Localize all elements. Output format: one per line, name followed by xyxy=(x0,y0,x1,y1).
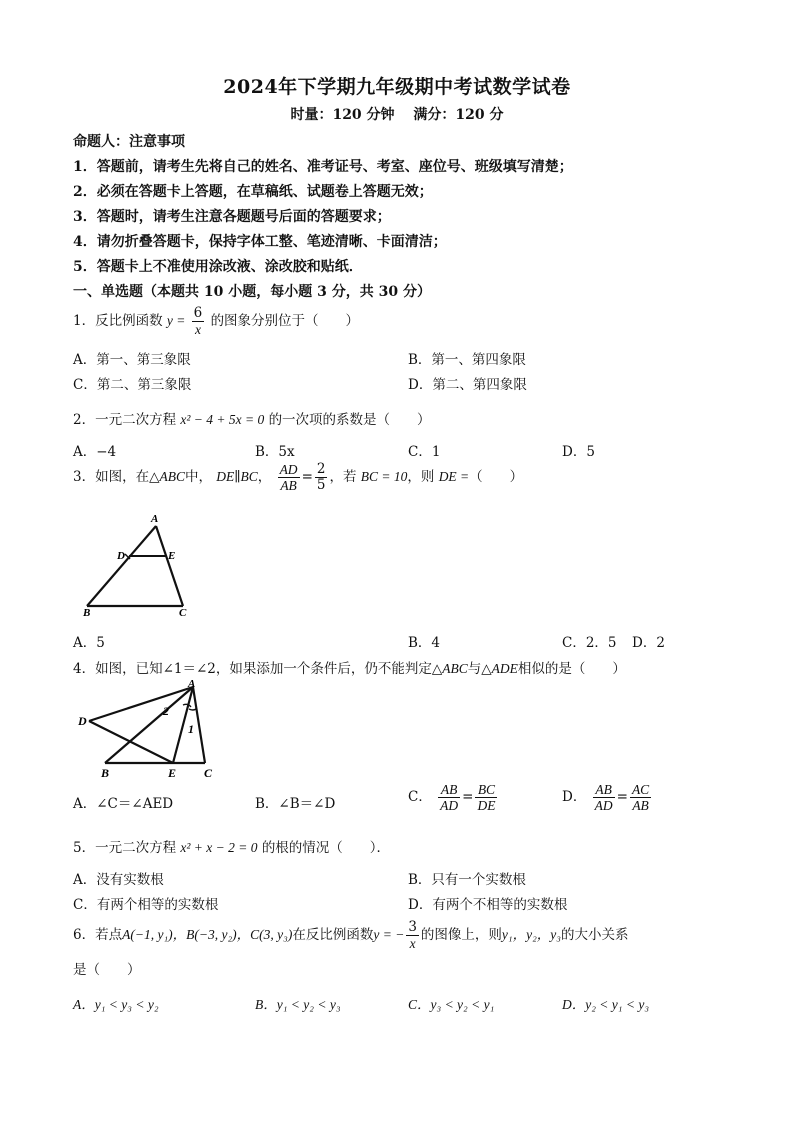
q6-option-d[interactable]: D．y₂ < y₁ < y₃ xyxy=(562,997,650,1012)
q6-denominator: x xyxy=(409,936,416,951)
q6-post: 的图像上，则 xyxy=(420,927,502,943)
q6-option-a[interactable]: A．y₁ < y₃ < y₂ xyxy=(73,997,159,1012)
q3-side-ac xyxy=(156,526,183,606)
q4-triangle-2: ADE xyxy=(491,661,518,676)
q3-value-fraction xyxy=(315,462,328,493)
q4-option-c-frac-2 xyxy=(475,782,497,813)
question-4 xyxy=(73,657,626,677)
q4-option-d[interactable]: D． $\frac{AB}{AD}$ = $\frac{AC}{AB}$ xyxy=(562,782,650,813)
q3-then: ，则 xyxy=(407,469,435,485)
q3-triangle: ABC xyxy=(159,469,185,484)
question-6 xyxy=(73,920,628,951)
q3-option-b[interactable]: B．4 xyxy=(408,635,441,651)
q4-side-de xyxy=(89,721,173,763)
section-heading: 一、单选题（本题共 10 小题，每小题 3 分，共 30 分） xyxy=(73,284,431,300)
q3-comma: ， xyxy=(257,469,272,485)
q3-ratio-denominator: AB xyxy=(280,478,297,493)
question-2 xyxy=(73,408,431,428)
q6-fraction xyxy=(406,920,419,951)
q5-option-a[interactable]: A．没有实数根 xyxy=(73,872,164,888)
q2-prefix: 2．一元二次方程 xyxy=(73,412,177,428)
q6-line-2: 是（ ） xyxy=(73,962,141,978)
q6-vars: y₁，y₂，y₃ xyxy=(501,927,561,942)
q6-numerator: 3 xyxy=(408,919,417,935)
q6-option-b[interactable]: B．y₁ < y₂ < y₃ xyxy=(255,997,341,1012)
q1-option-a[interactable]: A．第一、第三象限 xyxy=(73,352,191,368)
q3-bc: BC = 10 xyxy=(360,469,408,484)
q3-option-a[interactable]: A．5 xyxy=(73,635,105,651)
exam-title: 2024年下学期九年级期中考试数学试卷 xyxy=(223,76,571,98)
q4-d-num-2: AC xyxy=(631,782,650,797)
q6-option-c[interactable]: C．y₃ < y₂ < y₁ xyxy=(408,997,495,1012)
q3-side-ab xyxy=(87,526,156,606)
note-item-4: 4．请勿折叠答题卡，保持字体工整、笔迹清晰、卡面清洁； xyxy=(73,234,447,250)
question-5 xyxy=(73,836,390,856)
note-item-5: 5．答题卡上不准使用涂改液、涂改胶和贴纸． xyxy=(73,259,363,275)
q4-option-c-frac-1 xyxy=(438,782,460,813)
q3-label-a: A xyxy=(151,513,159,525)
q5-suffix: 的根的情况（ ）． xyxy=(261,840,391,856)
q4-label-b: B xyxy=(101,766,110,780)
q4-option-d-label: D． xyxy=(562,789,587,805)
q1-numerator: 6 xyxy=(193,305,203,321)
q1-fraction xyxy=(192,306,205,337)
q1-function: y = xyxy=(166,313,186,328)
q5-option-b[interactable]: B．只有一个实数根 xyxy=(408,872,526,888)
q2-suffix: 的一次项的系数是（ ） xyxy=(268,412,431,428)
q3-label-e: E xyxy=(168,550,176,562)
note-item-2: 2．必须在答题卡上答题，在草稿纸、试题卷上答题无效； xyxy=(73,184,433,200)
q2-option-c[interactable]: C．1 xyxy=(408,444,441,460)
q4-label-angle-1: 1 xyxy=(188,722,194,736)
q3-value-numerator: 2 xyxy=(316,461,326,477)
q4-label-angle-2: 2 xyxy=(163,704,169,718)
q4-c-den-1: AD xyxy=(440,798,459,813)
q5-prefix: 5．一元二次方程 xyxy=(73,840,177,856)
q4-d-num-1: AB xyxy=(593,782,615,798)
q4-triangle-1: ABC xyxy=(442,661,468,676)
question-1 xyxy=(73,306,359,337)
q4-prefix: 4．如图，已知∠1＝∠2，如果添加一个条件后，仍不能判定△ xyxy=(73,661,443,677)
q5-option-d[interactable]: D．有两个不相等的实数根 xyxy=(408,897,568,913)
q2-equation: x² − 4 + 5x = 0 xyxy=(180,412,265,427)
q5-option-c[interactable]: C．有两个相等的实数根 xyxy=(73,897,219,913)
q3-figure xyxy=(75,512,205,618)
q3-prefix: 3．如图，在△ xyxy=(73,469,160,485)
q4-angle-1-arc xyxy=(189,709,196,710)
q4-c-den-2: DE xyxy=(477,798,496,813)
q4-label-e: E xyxy=(168,766,177,780)
q4-c-num-2: BC xyxy=(475,782,497,798)
notes-heading: 命题人：注意事项 xyxy=(73,134,185,150)
note-item-3: 3．答题时，请考生注意各题题号后面的答题要求； xyxy=(73,209,391,225)
q6-tail: 的大小关系 xyxy=(560,927,629,943)
q4-figure xyxy=(75,679,225,783)
q4-option-d-frac-2 xyxy=(630,782,651,813)
q4-option-c-label: C． xyxy=(408,789,432,805)
q3-condition: ，若 xyxy=(329,469,357,485)
q3-label-c: C xyxy=(179,607,187,618)
q4-option-b[interactable]: B．∠B＝∠D xyxy=(255,796,336,812)
q4-label-c: C xyxy=(204,766,213,780)
q1-option-c[interactable]: C．第二、第三象限 xyxy=(73,377,192,393)
q4-suffix: 相似的是（ ） xyxy=(517,661,626,677)
q6-function: y = − xyxy=(373,927,405,942)
q1-suffix: 的图象分别位于（ ） xyxy=(210,313,360,329)
q4-d-den-2: AB xyxy=(632,798,649,813)
q1-prefix: 1．反比例函数 xyxy=(73,313,163,329)
q4-label-a: A xyxy=(188,679,196,690)
q6-mid: 在反比例函数 xyxy=(292,927,374,943)
q3-mid: 中， xyxy=(184,469,212,485)
note-item-1: 1．答题前，请考生先将自己的姓名、准考证号、考室、座位号、班级填写清楚； xyxy=(73,159,573,175)
q4-mid: 与△ xyxy=(467,661,492,677)
q6-points: A(−1, y₁)，B(−3, y₂)，C(3, y₃) xyxy=(122,927,293,942)
q3-suffix: （ ） xyxy=(469,469,524,485)
q6-prefix: 6．若点 xyxy=(73,927,123,943)
q3-ratio-numerator: AD xyxy=(279,462,298,477)
q3-value-denominator: 5 xyxy=(316,477,326,493)
q3-parallel: DE∥BC xyxy=(216,469,258,484)
q5-equation: x² + x − 2 = 0 xyxy=(180,840,258,855)
q3-option-d[interactable]: D．2 xyxy=(632,635,665,651)
q3-label-b: B xyxy=(83,607,91,618)
q2-option-a[interactable]: A．−4 xyxy=(73,444,117,460)
q4-side-ad xyxy=(89,687,193,721)
q4-option-c[interactable]: C． $\frac{AB}{AD}$ = $\frac{BC}{DE}$ xyxy=(408,782,496,813)
q3-option-c[interactable]: C．2．5 xyxy=(562,635,617,651)
q1-option-d[interactable]: D．第二、第四象限 xyxy=(408,377,527,393)
q1-option-b[interactable]: B．第一、第四象限 xyxy=(408,352,526,368)
q1-denominator: x xyxy=(194,322,201,337)
q4-option-d-frac-1 xyxy=(593,782,615,813)
q4-side-ac xyxy=(193,687,205,763)
q4-d-den-1: AD xyxy=(594,798,613,813)
q3-equals: = xyxy=(301,469,313,485)
q2-option-b[interactable]: B．5x xyxy=(255,444,295,460)
q4-c-num-1: AB xyxy=(438,782,460,798)
q3-de: DE = xyxy=(438,469,470,484)
question-3 xyxy=(73,462,523,493)
q4-label-d: D xyxy=(78,714,87,728)
q2-option-d[interactable]: D．5 xyxy=(562,444,595,460)
q3-ratio-fraction xyxy=(278,462,300,493)
exam-time-score: 时量：120 分钟 满分：120 分 xyxy=(290,107,504,123)
q3-label-d: D xyxy=(117,550,125,562)
q4-option-a[interactable]: A．∠C＝∠AED xyxy=(73,796,174,812)
